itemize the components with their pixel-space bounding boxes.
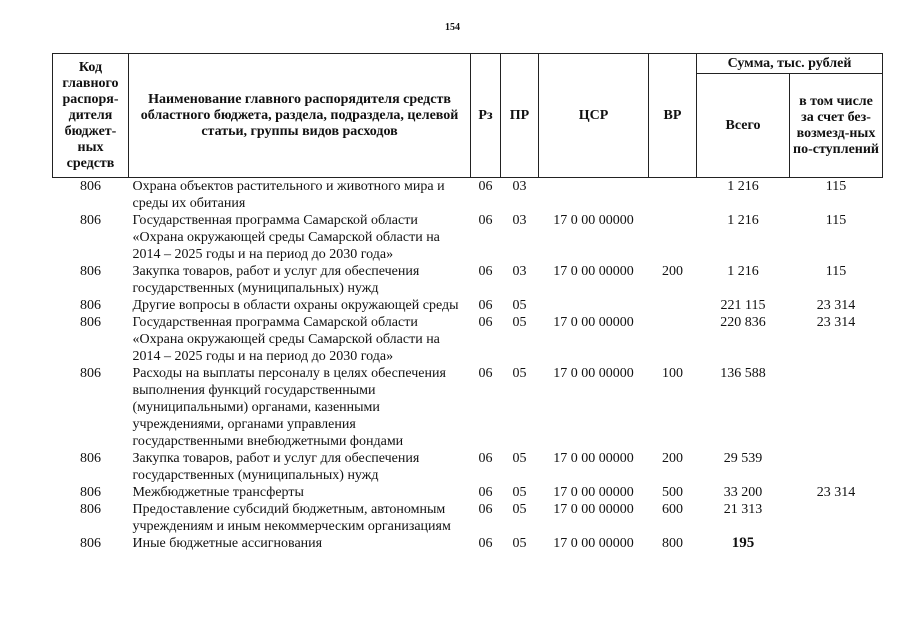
cell-name: Закупка товаров, работ и услуг для обеспечения государственных (муниципальных) нужд (132, 264, 420, 296)
cell-rz: 06 (478, 502, 493, 517)
table-row (53, 212, 883, 263)
table-row (53, 178, 883, 213)
cell-name: Закупка товаров, работ и услуг для обеспечения государственных (муниципальных) нужд (132, 451, 420, 483)
cell-total: 1 216 (727, 213, 759, 228)
cell-code: 806 (80, 366, 101, 381)
cell-pr: 05 (512, 298, 527, 313)
cell-csr: 17 0 00 00000 (553, 536, 634, 551)
cell-name: Иные бюджетные ассигнования (132, 536, 323, 551)
budget-table (52, 53, 883, 552)
header-free: в том числе за счет без-возмезд-ных по-ступлений (790, 74, 883, 178)
cell-vr (649, 314, 697, 365)
header-code: Код главного распоря-дителя бюджет-ных средств (53, 54, 129, 178)
cell-vr: 800 (662, 536, 683, 551)
cell-rz: 06 (478, 451, 493, 466)
cell-rz: 06 (478, 315, 493, 330)
cell-code: 806 (80, 179, 101, 194)
cell-rz: 06 (478, 366, 493, 381)
cell-total: 221 115 (720, 298, 766, 313)
cell-rz: 06 (478, 179, 493, 194)
table-row (53, 535, 883, 552)
header-sum-group: Сумма, тыс. рублей (697, 54, 883, 74)
cell-free (790, 501, 883, 535)
cell-vr: 600 (662, 502, 683, 517)
cell-csr: 17 0 00 00000 (553, 213, 634, 228)
table-row (53, 297, 883, 314)
cell-pr: 05 (512, 315, 527, 330)
cell-pr: 05 (512, 366, 527, 381)
cell-total: 136 588 (720, 366, 766, 381)
cell-name: Межбюджетные трансферты (132, 485, 304, 500)
cell-total: 29 539 (723, 451, 763, 466)
table-body (53, 178, 883, 553)
cell-free (790, 535, 883, 552)
cell-vr (649, 178, 697, 213)
cell-name: Расходы на выплаты персоналу в целях обеспечения выполнения функций государственными (муниципальными) органами, казенными учреждениями, органами управления государственными внебюджетными фондами (132, 366, 446, 449)
cell-csr: 17 0 00 00000 (553, 366, 634, 381)
cell-code: 806 (80, 502, 101, 517)
cell-csr: 17 0 00 00000 (553, 502, 634, 517)
table-row (53, 263, 883, 297)
cell-free: 115 (825, 213, 847, 228)
cell-csr: 17 0 00 00000 (553, 485, 634, 500)
cell-code: 806 (80, 264, 101, 279)
header-vr: ВР (649, 54, 697, 178)
header-total: Всего (697, 74, 790, 178)
cell-total: 195 (731, 535, 755, 551)
cell-rz: 06 (478, 264, 493, 279)
cell-code: 806 (80, 485, 101, 500)
cell-rz: 06 (478, 213, 493, 228)
cell-name: Предоставление субсидий бюджетным, автономным учреждениям и иным некоммерческим организациям (132, 502, 451, 534)
cell-vr: 100 (662, 366, 683, 381)
header-rz: Рз (471, 54, 501, 178)
cell-code: 806 (80, 298, 101, 313)
cell-vr: 200 (662, 264, 683, 279)
cell-total: 33 200 (723, 485, 763, 500)
cell-csr (539, 297, 649, 314)
cell-free: 115 (825, 264, 847, 279)
cell-total: 21 313 (723, 502, 763, 517)
table-row (53, 501, 883, 535)
cell-pr: 05 (512, 451, 527, 466)
cell-pr: 03 (512, 264, 527, 279)
header-csr: ЦСР (539, 54, 649, 178)
cell-free (790, 365, 883, 450)
cell-name: Другие вопросы в области охраны окружающей среды (132, 298, 459, 313)
cell-code: 806 (80, 536, 101, 551)
cell-csr (539, 178, 649, 213)
cell-rz: 06 (478, 298, 493, 313)
cell-pr: 05 (512, 536, 527, 551)
cell-vr (649, 297, 697, 314)
cell-pr: 03 (512, 213, 527, 228)
cell-vr: 200 (662, 451, 683, 466)
table-row (53, 365, 883, 450)
header-name: Наименование главного распорядителя средств областного бюджета, раздела, подраздела, целевой статьи, группы видов расходов (129, 54, 471, 178)
cell-code: 806 (80, 451, 101, 466)
cell-name: Государственная программа Самарской области «Охрана окружающей среды Самарской области на 2014 – 2025 годы и на период до 2030 года» (132, 315, 440, 364)
cell-free (790, 450, 883, 484)
cell-pr: 03 (512, 179, 527, 194)
cell-csr: 17 0 00 00000 (553, 264, 634, 279)
cell-free: 23 314 (816, 315, 856, 330)
cell-free: 23 314 (816, 298, 856, 313)
cell-rz: 06 (478, 485, 493, 500)
cell-vr (649, 212, 697, 263)
cell-vr: 500 (662, 485, 683, 500)
cell-pr: 05 (512, 485, 527, 500)
cell-csr: 17 0 00 00000 (553, 451, 634, 466)
cell-csr: 17 0 00 00000 (553, 315, 634, 330)
page-number: 154 (445, 22, 460, 33)
table-row (53, 450, 883, 484)
cell-free: 115 (825, 179, 847, 194)
cell-rz: 06 (478, 536, 493, 551)
cell-name: Государственная программа Самарской области «Охрана окружающей среды Самарской области на 2014 – 2025 годы и на период до 2030 года» (132, 213, 440, 262)
table-row (53, 314, 883, 365)
cell-total: 1 216 (727, 264, 759, 279)
cell-total: 220 836 (720, 315, 766, 330)
header-pr: ПР (501, 54, 539, 178)
table-row (53, 484, 883, 501)
cell-code: 806 (80, 315, 101, 330)
table-header (53, 54, 883, 178)
cell-pr: 05 (512, 502, 527, 517)
cell-name: Охрана объектов растительного и животного мира и среды их обитания (132, 179, 445, 211)
cell-free: 23 314 (816, 485, 856, 500)
cell-total: 1 216 (727, 179, 759, 194)
cell-code: 806 (80, 213, 101, 228)
